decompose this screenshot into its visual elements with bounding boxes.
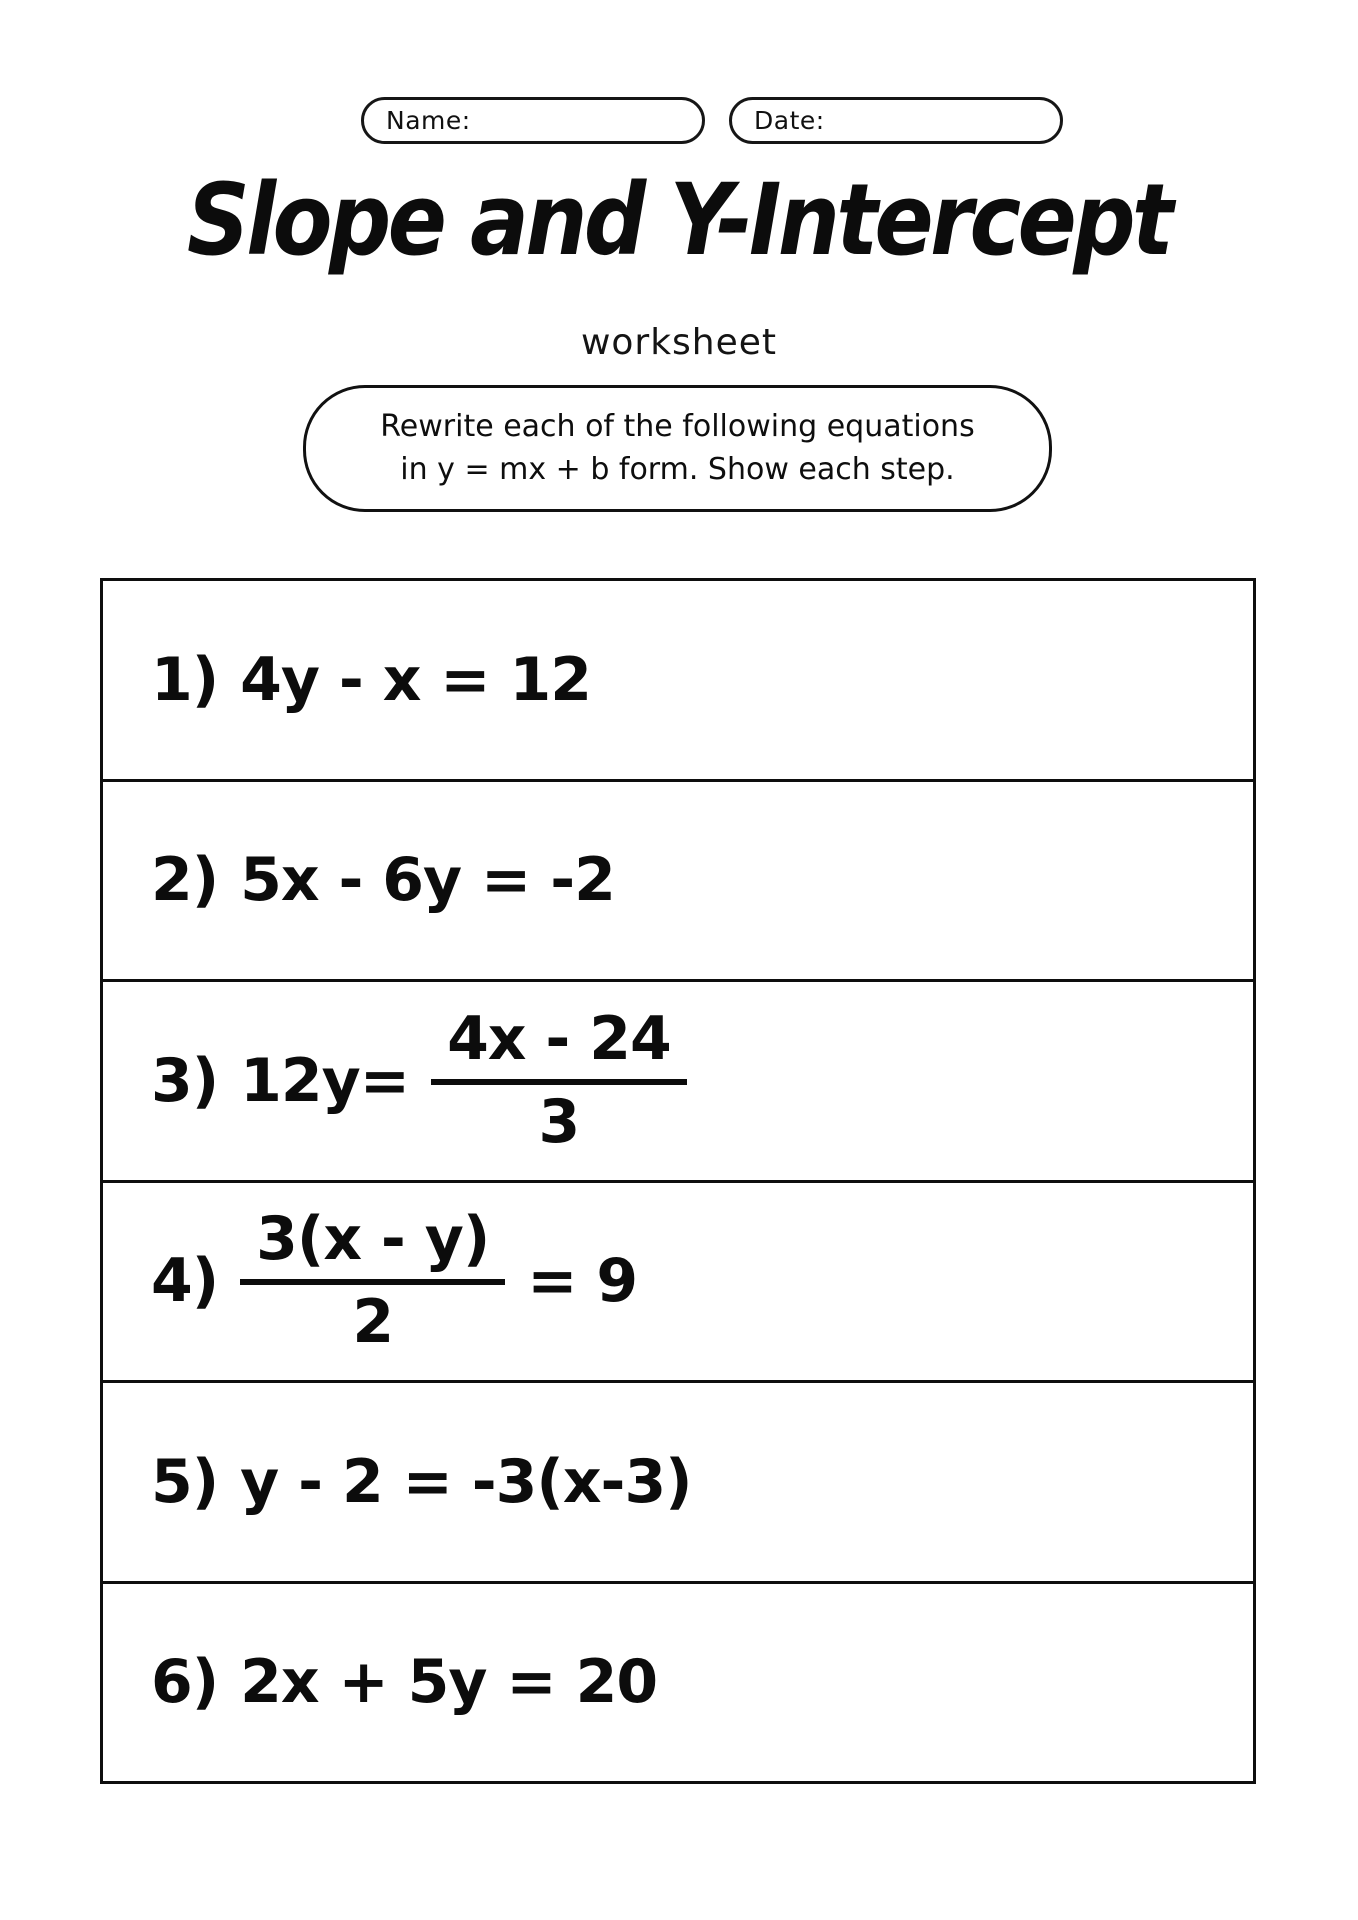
- instruction-line-1: Rewrite each of the following equations: [380, 408, 975, 444]
- problem-row-6: [103, 1584, 1253, 1782]
- problem-row-4: [103, 1183, 1253, 1384]
- equation-text: 2x + 5y = 20: [240, 1647, 658, 1718]
- fraction-denominator: 2: [352, 1287, 394, 1358]
- equation-suffix: = 9: [527, 1246, 638, 1317]
- problem-number: 4): [151, 1246, 219, 1317]
- problem-row-2: [103, 782, 1253, 983]
- page-subtitle: worksheet: [580, 322, 778, 363]
- fraction-numerator: 4x - 24: [431, 1006, 687, 1085]
- fraction: [431, 1003, 687, 1157]
- fraction-denominator: 3: [538, 1086, 580, 1157]
- fraction: [240, 1206, 505, 1356]
- name-field-pill[interactable]: [361, 97, 705, 144]
- problem-number: 5): [151, 1446, 219, 1517]
- equation-text: 4y - x = 12: [240, 644, 591, 715]
- equation-text: y - 2 = -3(x-3): [240, 1446, 692, 1517]
- instructions-box: [303, 385, 1052, 512]
- problem-number: 2): [151, 845, 219, 916]
- problem-number: 1): [151, 644, 219, 715]
- problem-row-3: [103, 982, 1253, 1183]
- date-field-pill[interactable]: [729, 97, 1063, 144]
- problem-row-5: [103, 1383, 1253, 1584]
- problem-number: 3): [151, 1045, 219, 1116]
- equation-prefix: 12y=: [240, 1045, 410, 1116]
- fraction-numerator: 3(x - y): [240, 1206, 505, 1285]
- instruction-line-2: in y = mx + b form. Show each step.: [400, 451, 955, 487]
- problems-table: [100, 578, 1256, 1784]
- equation-text: 5x - 6y = -2: [240, 845, 615, 916]
- problem-row-1: [103, 581, 1253, 782]
- problem-number: 6): [151, 1647, 219, 1718]
- name-label: Name:: [386, 106, 471, 135]
- page-title: Slope and Y-Intercept: [187, 163, 1171, 278]
- date-label: Date:: [754, 106, 825, 135]
- title-container: [0, 163, 1358, 278]
